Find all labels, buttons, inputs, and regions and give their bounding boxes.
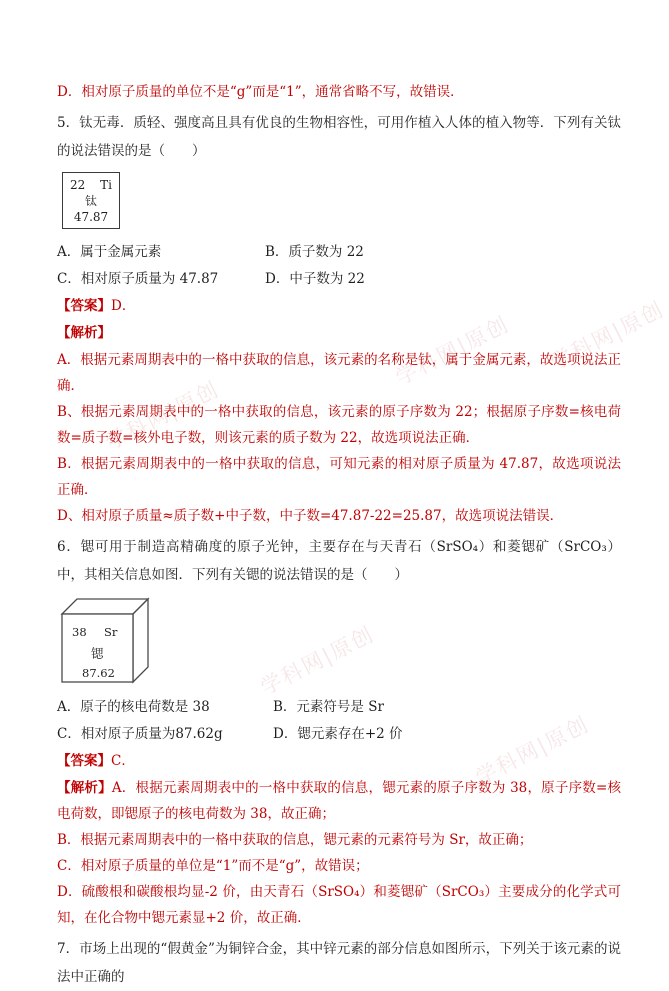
question-6-stem: 6．锶可用于制造高精确度的原子光钟，主要存在与天青石（SrSO₄）和菱锶矿（SrCO₃）中，其相关信息如图．下列有关锶的说法错误的是（ ） bbox=[57, 539, 621, 583]
answer-value: C． bbox=[111, 753, 135, 769]
option-c: C．相对原子质量为87.62g bbox=[57, 726, 223, 742]
analysis-label: 【解析】 bbox=[57, 325, 111, 341]
element-cell-titanium bbox=[62, 172, 120, 229]
analysis-line-a: A．根据元素周期表中的一格中获取的信息，该元素的名称是钛，属于金属元素，故选项说法正确． bbox=[57, 352, 621, 394]
question-6-options bbox=[57, 694, 621, 748]
option-b: B．质子数为 22 bbox=[265, 244, 364, 260]
question-5-answer bbox=[57, 293, 621, 320]
analysis-line-b: B．根据元素周期表中的一格中获取的信息，锶元素的元素符号为 Sr，故正确； bbox=[57, 832, 533, 848]
analysis-line-c: B．根据元素周期表中的一格中获取的信息，可知元素的相对原子质量为 47.87，故选项说法正确． bbox=[57, 456, 621, 498]
option-a: A．属于金属元素 bbox=[57, 244, 162, 260]
option-a: A．原子的核电荷数是 38 bbox=[57, 699, 210, 715]
watermark: 学科网|原创 bbox=[101, 377, 224, 455]
element-name: 锶 bbox=[91, 646, 104, 661]
question-5-stem: 5．钛无毒．质轻、强度高且具有优良的生物相容性，可用作植入人体的植入物等．下列有关钛的说法错误的是（ ） bbox=[57, 115, 621, 159]
answer-label: 【答案】 bbox=[57, 753, 111, 769]
analysis-label: 【解析】 bbox=[57, 780, 112, 796]
question-6-answer bbox=[57, 748, 621, 775]
analysis-line-d: D、相对原子质量≈质子数+中子数，中子数=47.87-22=25.87，故选项说法错误． bbox=[57, 508, 564, 524]
atomic-number: 38 bbox=[72, 625, 87, 639]
analysis-line-b: B、根据元素周期表中的一格中获取的信息，该元素的原子序数为 22；根据原子序数=核电荷数=质子数=核外电子数，则该元素的质子数为 22，故选项说法正确． bbox=[57, 404, 621, 446]
option-b: B．元素符号是 Sr bbox=[273, 699, 384, 715]
atomic-number: 22 bbox=[70, 178, 86, 192]
analysis-line-prev-d: D．相对原子质量的单位不是“g”而是“1”，通常省略不写，故错误． bbox=[57, 84, 464, 100]
option-d: D．锶元素存在+2 价 bbox=[273, 726, 403, 742]
option-c: C．相对原子质量为 47.87 bbox=[57, 271, 219, 287]
element-name: 钛 bbox=[84, 194, 97, 208]
answer-label: 【答案】 bbox=[57, 298, 111, 314]
option-d: D．中子数为 22 bbox=[265, 271, 365, 287]
watermark: 学科网|原创 bbox=[391, 312, 514, 390]
element-symbol: Ti bbox=[100, 178, 112, 192]
question-5-analysis-label bbox=[57, 320, 621, 347]
relative-atomic-mass: 47.87 bbox=[73, 210, 109, 224]
relative-atomic-mass: 87.62 bbox=[82, 666, 115, 680]
question-6-analysis-a bbox=[57, 775, 621, 827]
watermark: 学科网|原创 bbox=[471, 712, 594, 790]
question-5-options bbox=[57, 239, 621, 293]
watermark: 学科网|原创 bbox=[256, 622, 379, 700]
analysis-line-d: D．硫酸根和碳酸根均显-2 价，由天青石（SrSO₄）和菱锶矿（SrCO₃）主要成分的化学式可知，在化合物中锶元素显+2 价，故正确． bbox=[57, 884, 621, 926]
analysis-line-c: C．相对原子质量的单位是“1”而不是“g”，故错误； bbox=[57, 858, 369, 874]
analysis-line-a: A．根据元素周期表中的一格中获取的信息，锶元素的原子序数为 38，原子序数=核电荷数，即锶原子的核电荷数为 38，故正确； bbox=[57, 780, 621, 822]
element-symbol: Sr bbox=[104, 625, 118, 639]
element-cube-strontium bbox=[60, 597, 621, 687]
element-cube-image bbox=[60, 597, 152, 687]
answer-value: D． bbox=[111, 298, 136, 314]
watermark: 学科网|原创 bbox=[546, 297, 669, 375]
question-7-stem: 7．市场上出现的“假黄金”为铜锌合金，其中锌元素的部分信息如图所示，下列关于该元素的说法中正确的 bbox=[57, 941, 621, 985]
